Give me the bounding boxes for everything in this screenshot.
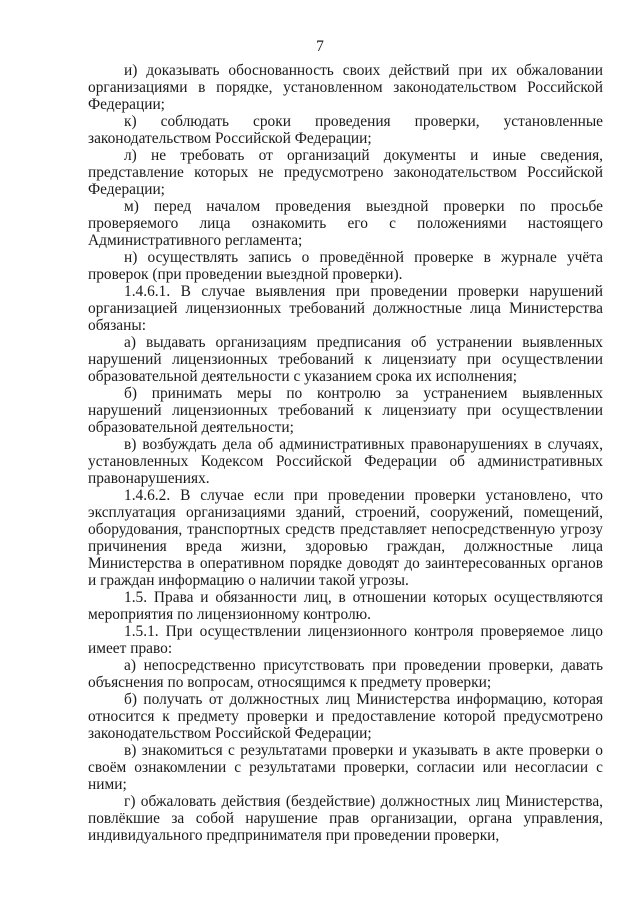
page-number: 7: [316, 38, 324, 55]
paragraph-n: н) осуществлять запись о проведённой проверке в журнале учёта проверок (при проведении выездной проверки).: [88, 249, 603, 283]
paragraph-v-offences: в) возбуждать дела об административных правонарушениях в случаях, установленных Кодексом Российской Федерации об административных правонарушениях.: [88, 436, 603, 487]
paragraph-v-results: в) знакомиться с результатами проверки и указывать в акте проверки о своём ознакомлении с результатами проверки, согласии или несогласии с ними;: [88, 742, 603, 793]
section-1-5-1: 1.5.1. При осуществлении лицензионного контроля проверяемое лицо имеет право:: [88, 623, 603, 657]
document-body: [88, 62, 603, 844]
section-1-4-6-2: 1.4.6.2. В случае если при проведении проверки установлено, что эксплуатация организациями зданий, строений, сооружений, помещений, оборудования, транспортных средств представляет непосредственную угрозу причинения вреда жизни, здоровью граждан, должностные лица Министерства в оперативном порядке доводят до заинтересованных органов и граждан информацию о наличии такой угрозы.: [88, 487, 603, 589]
paragraph-g-appeal: г) обжаловать действия (бездействие) должностных лиц Министерства, повлёкшие за собой нарушение прав организации, органа управления, индивидуального предпринимателя при проведении проверки,: [88, 793, 603, 844]
section-1-4-6-1: 1.4.6.1. В случае выявления при проведении проверки нарушений организацией лицензионных требований должностные лица Министерства обязаны:: [88, 283, 603, 334]
paragraph-b-information: б) получать от должностных лиц Министерства информацию, которая относится к предмету проверки и предоставление которой предусмотрено законодательством Российской Федерации;: [88, 691, 603, 742]
paragraph-l: л) не требовать от организаций документы и иные сведения, представление которых не предусмотрено законодательством Российской Федерации;: [88, 147, 603, 198]
paragraph-i: и) доказывать обоснованность своих действий при их обжаловании организациями в порядке, установленном законодательством Российской Федерации;: [88, 62, 603, 113]
paragraph-a-attend: а) непосредственно присутствовать при проведении проверки, давать объяснения по вопросам, относящимся к предмету проверки;: [88, 657, 603, 691]
paragraph-k: к) соблюдать сроки проведения проверки, установленные законодательством Российской Федерации;: [88, 113, 603, 147]
paragraph-m: м) перед началом проведения выездной проверки по просьбе проверяемого лица ознакомить его с положениями настоящего Административного регламента;: [88, 198, 603, 249]
paragraph-a-prescriptions: а) выдавать организациям предписания об устранении выявленных нарушений лицензионных требований к лицензиату при осуществлении образовательной деятельности с указанием срока их исполнения;: [88, 334, 603, 385]
paragraph-b-control: б) принимать меры по контролю за устранением выявленных нарушений лицензионных требований к лицензиату при осуществлении образовательной деятельности;: [88, 385, 603, 436]
section-1-5: 1.5. Права и обязанности лиц, в отношении которых осуществляются мероприятия по лицензионному контролю.: [88, 589, 603, 623]
